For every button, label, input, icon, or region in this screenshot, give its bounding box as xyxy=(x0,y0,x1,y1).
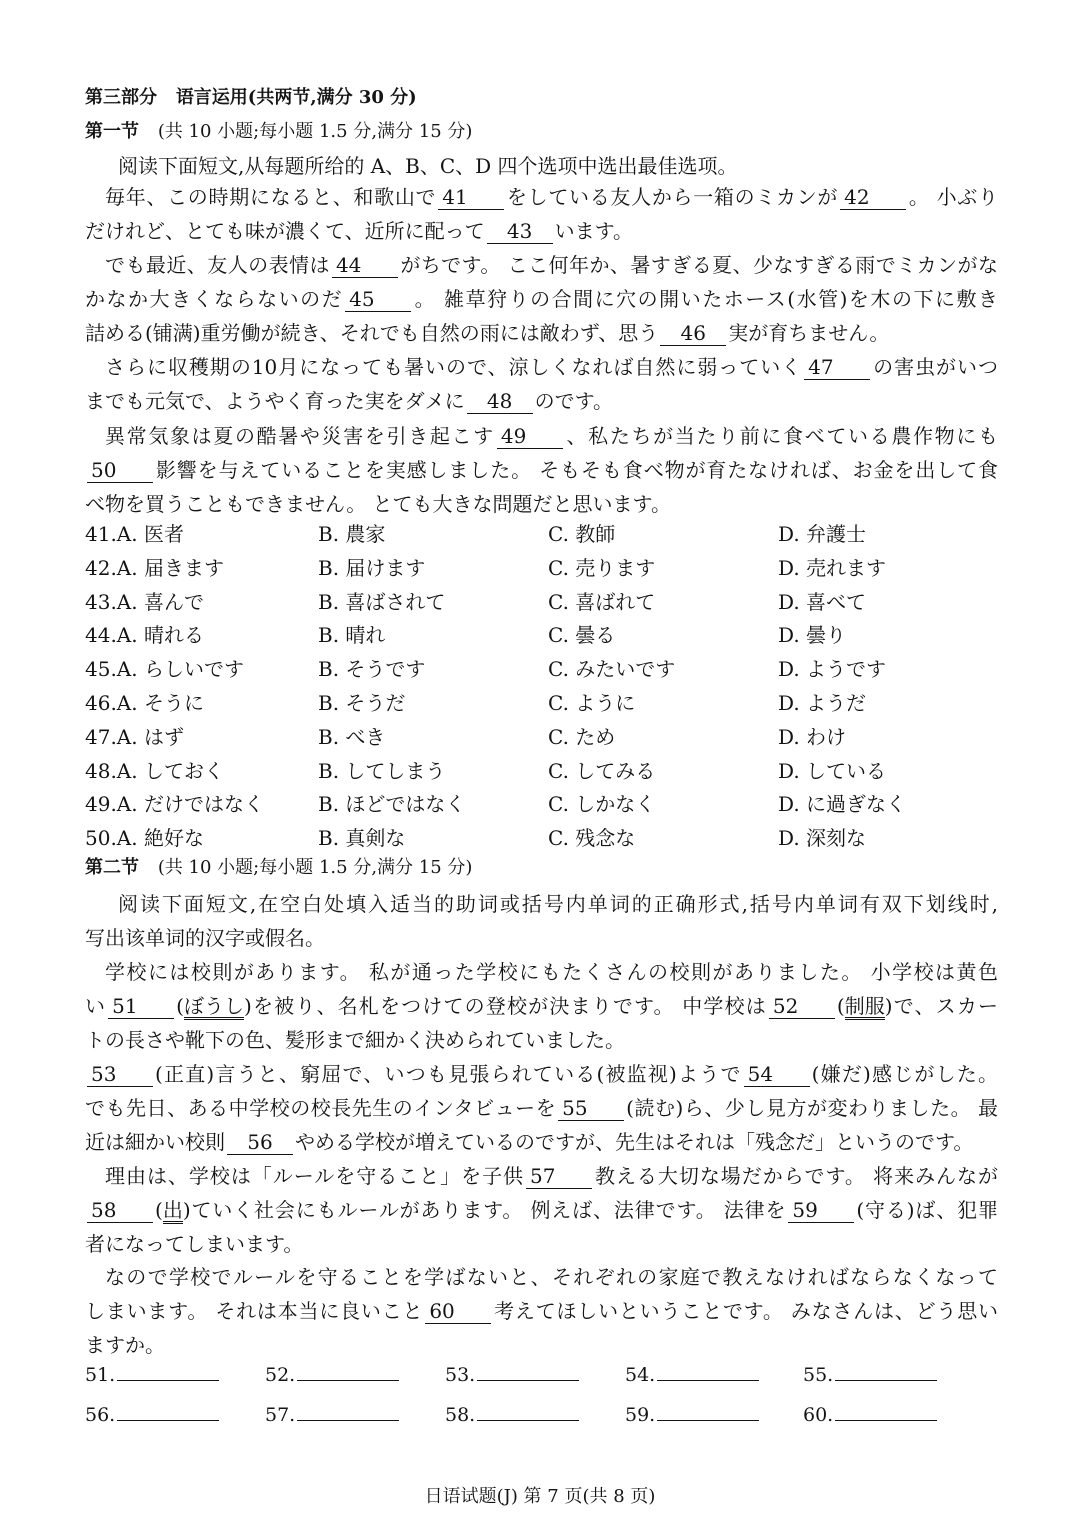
option-48-a: 48.A. しておく xyxy=(85,758,224,783)
text-run: トの長さや靴下の色、髪形まで細かく決められていました。 xyxy=(85,1028,625,1052)
text-run: 理由は、学校は「ルールを守ること」を子供 xyxy=(105,1164,525,1188)
option-41-a: 41.A. 医者 xyxy=(85,522,184,546)
passage2-p1-line3 xyxy=(85,1025,998,1055)
text-run: でも先日、ある中学校の校長先生のインタビューを xyxy=(85,1096,557,1120)
option-46-c: C. ように xyxy=(548,691,636,715)
option-48-c: C. してみる xyxy=(548,758,656,783)
blank-55[interactable]: 55 xyxy=(558,1096,624,1121)
passage2-p3-line2 xyxy=(85,1195,998,1225)
double-underlined-word: 制服 xyxy=(844,994,885,1018)
answer-line[interactable] xyxy=(117,1398,219,1421)
option-47-b: B. べき xyxy=(318,724,386,749)
text-run: でも最近、友人の表情は xyxy=(105,253,330,277)
option-50-b: B. 真剣な xyxy=(318,826,406,851)
section1-title: 第一节 xyxy=(85,121,139,142)
text-run: (読む)ら、少し見方が変わりました。 最 xyxy=(626,1096,998,1120)
text-run: 毎年、この時期になると、和歌山で xyxy=(105,185,437,209)
passage1-p1-line1 xyxy=(105,182,998,212)
text-run: なので学校でルールを守ることを学ばないと、それぞれの家庭で教えなければならなくなって xyxy=(105,1265,998,1289)
section2-instruction-2: 写出该单词的汉字或假名。 xyxy=(85,926,325,950)
text-run: しまいます。 それは本当に良いこと xyxy=(85,1299,424,1323)
blank-47[interactable]: 47 xyxy=(804,355,870,380)
answer-number: 52. xyxy=(265,1364,296,1386)
blank-49[interactable]: 49 xyxy=(497,424,563,449)
answer-line[interactable] xyxy=(477,1358,579,1381)
answer-line[interactable] xyxy=(297,1398,399,1421)
text-run: がちです。 ここ何年か、暑すぎる夏、少なすぎる雨でミカンがな xyxy=(399,253,999,277)
option-44-a: 44.A. 晴れる xyxy=(85,623,204,648)
answer-slot-57 xyxy=(265,1398,399,1430)
option-43-d: D. 喜べて xyxy=(778,589,867,614)
answer-number: 58. xyxy=(445,1404,476,1426)
answer-line[interactable] xyxy=(477,1398,579,1421)
answer-number: 59. xyxy=(625,1404,656,1426)
passage1-p3-line1 xyxy=(105,352,998,382)
passage2-p3-line1 xyxy=(105,1161,998,1191)
text-run: 学校には校則があります。 私が通った学校にもたくさんの校則がありました。 小学校は黄色 xyxy=(105,960,998,984)
text-run: だけれど、とても味が濃くて、近所に配って xyxy=(85,219,485,243)
passage2-p1-line2 xyxy=(85,991,998,1021)
answer-slot-55 xyxy=(803,1358,937,1390)
text-run: 。 雑草狩りの合間に穴の開いたホース(水管)を木の下に敷き xyxy=(413,287,998,311)
section2-instruction-1: 阅读下面短文,在空白处填入适当的助词或括号内单词的正确形式,括号内单词有双下划线时, xyxy=(118,892,998,916)
page-footer: 日语试题(J) 第 7 页(共 8 页) xyxy=(424,1486,656,1507)
text-run: います。 xyxy=(554,219,634,243)
option-43-b: B. 喜ばされて xyxy=(318,589,446,614)
option-42-a: 42.A. 届きます xyxy=(85,555,224,580)
blank-42[interactable]: 42 xyxy=(840,185,906,210)
text-run: までも元気で、ようやく育った実をダメに xyxy=(85,389,465,413)
option-43-c: C. 喜ばれて xyxy=(548,589,656,614)
passage2-p4-line2 xyxy=(85,1296,998,1326)
answer-number: 55. xyxy=(803,1364,834,1386)
option-41-d: D. 弁護士 xyxy=(778,522,867,546)
answer-line[interactable] xyxy=(835,1358,937,1381)
text-run: で、スカー xyxy=(892,994,998,1018)
passage1-p4-line3 xyxy=(85,489,998,519)
option-46-b: B. そうだ xyxy=(318,691,406,715)
answer-number: 57. xyxy=(265,1404,296,1426)
option-47-d: D. わけ xyxy=(778,724,847,749)
answer-line[interactable] xyxy=(657,1358,759,1381)
hint-word: (出) xyxy=(155,1198,191,1222)
answer-slot-52 xyxy=(265,1358,399,1390)
passage1-p2-line1 xyxy=(105,250,998,280)
option-49-b: B. ほどではなく xyxy=(318,792,466,817)
option-50-c: C. 残念な xyxy=(548,826,636,851)
text-run: をしている友人から一箱のミカンが xyxy=(506,185,839,209)
text-run: の害虫がいつ xyxy=(872,355,998,379)
text-run: ていく社会にもルールがあります。 例えば、法律です。 法律を xyxy=(190,1198,787,1222)
text-run: い xyxy=(85,994,107,1018)
answer-slot-60 xyxy=(803,1398,937,1430)
double-underlined-word: ぼうし xyxy=(183,994,244,1018)
text-run: のです。 xyxy=(534,389,614,413)
section2-subtitle: (共 10 小题;每小题 1.5 分,满分 15 分) xyxy=(157,857,473,878)
option-41-c: C. 教師 xyxy=(548,522,616,546)
option-45-a: 45.A. らしいです xyxy=(85,657,244,682)
blank-57[interactable]: 57 xyxy=(526,1164,592,1189)
option-42-b: B. 届けます xyxy=(318,555,426,580)
option-48-b: B. してしまう xyxy=(318,758,446,783)
answer-line[interactable] xyxy=(297,1358,399,1381)
passage1-p2-line3 xyxy=(85,318,998,348)
answer-number: 53. xyxy=(445,1364,476,1386)
blank-54[interactable]: 54 xyxy=(744,1062,810,1087)
blank-50[interactable]: 50 xyxy=(87,458,153,483)
option-47-c: C. ため xyxy=(548,724,616,749)
text-run: 近は細かい校則 xyxy=(85,1130,225,1154)
text-run: ますか。 xyxy=(85,1333,165,1357)
hint-word: (制服) xyxy=(836,994,893,1018)
blank-58[interactable]: 58 xyxy=(87,1198,153,1223)
blank-60[interactable]: 60 xyxy=(425,1299,491,1324)
double-underlined-word: 出 xyxy=(162,1198,183,1222)
option-47-a: 47.A. はず xyxy=(85,724,184,749)
passage2-p1-line1 xyxy=(105,957,998,987)
hint-word: (ぼうし) xyxy=(176,994,252,1018)
passage2-p2-line1 xyxy=(85,1059,998,1089)
passage1-p1-line2 xyxy=(85,216,998,246)
option-44-c: C. 曇る xyxy=(548,623,616,648)
part-title: 第三部分 xyxy=(85,87,157,108)
answer-slot-58 xyxy=(445,1398,579,1430)
blank-59[interactable]: 59 xyxy=(788,1198,854,1223)
answer-line[interactable] xyxy=(657,1398,759,1421)
answer-slot-59 xyxy=(625,1398,759,1430)
blank-52[interactable]: 52 xyxy=(769,994,835,1019)
blank-43[interactable]: 43 xyxy=(487,219,553,244)
text-run: かなか大きくならないのだ xyxy=(85,287,344,311)
text-run: 。 小ぶり xyxy=(908,185,999,209)
option-42-c: C. 売ります xyxy=(548,555,656,580)
part-heading xyxy=(85,83,998,113)
answer-slot-54 xyxy=(625,1358,759,1390)
passage1-p2-line2 xyxy=(85,284,998,314)
text-run: (嫌だ)感じがした。 xyxy=(811,1062,998,1086)
passage1-p3-line2 xyxy=(85,386,998,416)
blank-53[interactable]: 53 xyxy=(87,1062,153,1087)
option-50-d: D. 深刻な xyxy=(778,826,867,851)
answer-slot-53 xyxy=(445,1358,579,1390)
answer-number: 56. xyxy=(85,1404,116,1426)
section1-instruction: 阅读下面短文,从每题所给的 A、B、C、D 四个选项中选出最佳选项。 xyxy=(118,154,738,178)
option-42-d: D. 売れます xyxy=(778,555,887,580)
blank-45[interactable]: 45 xyxy=(345,287,411,312)
text-run: 者になってしまいます。 xyxy=(85,1232,304,1256)
answer-number: 51. xyxy=(85,1364,116,1386)
option-48-d: D. している xyxy=(778,758,887,783)
text-run: 異常気象は夏の酷暑や災害を引き起こす xyxy=(105,424,495,448)
option-44-b: B. 晴れ xyxy=(318,623,386,648)
blank-41[interactable]: 41 xyxy=(438,185,504,210)
part-subtitle: 语言运用(共两节,满分 30 分) xyxy=(175,87,417,108)
section2-title: 第二节 xyxy=(85,857,139,878)
text-run: (守る)ば、犯罪 xyxy=(856,1198,998,1222)
passage2-p2-line2 xyxy=(85,1093,998,1123)
text-run: 、私たちが当たり前に食べている農作物にも xyxy=(564,424,999,448)
section1-heading xyxy=(85,117,998,147)
text-run: 影響を与えていることを実感しました。 そもそも食べ物が育たなければ、お金を出して食 xyxy=(155,458,998,482)
option-43-a: 43.A. 喜んで xyxy=(85,589,204,614)
text-run: (正直)言うと、窮屈で、いつも見張られている(被监视)ようで xyxy=(155,1062,742,1086)
passage2-p4-line3 xyxy=(85,1330,998,1360)
option-45-c: C. みたいです xyxy=(548,657,676,682)
option-45-d: D. ようです xyxy=(778,657,887,682)
option-44-d: D. 曇り xyxy=(778,623,847,648)
option-46-a: 46.A. そうに xyxy=(85,691,204,715)
option-41-b: B. 農家 xyxy=(318,522,386,546)
option-45-b: B. そうです xyxy=(318,657,426,682)
option-49-d: D. に過ぎなく xyxy=(778,792,907,817)
text-run: べ物を買うこともできません。 とても大きな問題だと思います。 xyxy=(85,492,671,516)
answer-line[interactable] xyxy=(835,1398,937,1421)
text-run: 考えてほしいということです。 みなさんは、どう思い xyxy=(493,1299,998,1323)
option-50-a: 50.A. 絶好な xyxy=(85,826,204,851)
option-49-a: 49.A. だけではなく xyxy=(85,792,264,817)
option-46-d: D. ようだ xyxy=(778,691,867,715)
text-run: さらに収穫期の10月になっても暑いので、涼しくなれば自然に弱っていく xyxy=(105,355,803,379)
passage2-p3-line3 xyxy=(85,1229,998,1259)
blank-48[interactable]: 48 xyxy=(467,389,533,414)
text-run: 実が育ちません。 xyxy=(728,321,890,345)
section1-subtitle: (共 10 小题;每小题 1.5 分,满分 15 分) xyxy=(157,121,473,142)
text-run: やめる学校が増えているのですが、先生はそれは「残念だ」というのです。 xyxy=(295,1130,974,1154)
section2-heading xyxy=(85,853,998,883)
answer-slot-51 xyxy=(85,1358,219,1390)
answer-number: 60. xyxy=(803,1404,834,1426)
text-run: 詰める(铺满)重労働が続き、それでも自然の雨には敵わず、思う xyxy=(85,321,659,345)
answer-slot-56 xyxy=(85,1398,219,1430)
option-49-c: C. しかなく xyxy=(548,792,656,817)
passage2-p4-line1 xyxy=(105,1262,998,1292)
passage2-p2-line3 xyxy=(85,1127,998,1157)
blank-46[interactable]: 46 xyxy=(660,321,726,346)
blank-51[interactable]: 51 xyxy=(108,994,174,1019)
blank-44[interactable]: 44 xyxy=(332,253,398,278)
text-run: 教える大切な場だからです。 将来みんなが xyxy=(594,1164,998,1188)
blank-56[interactable]: 56 xyxy=(227,1130,293,1155)
answer-number: 54. xyxy=(625,1364,656,1386)
passage1-p4-line1 xyxy=(105,421,998,451)
text-run: を被り、名札をつけての登校が決まりです。 中学校は xyxy=(251,994,767,1018)
answer-line[interactable] xyxy=(117,1358,219,1381)
passage1-p4-line2 xyxy=(85,455,998,485)
